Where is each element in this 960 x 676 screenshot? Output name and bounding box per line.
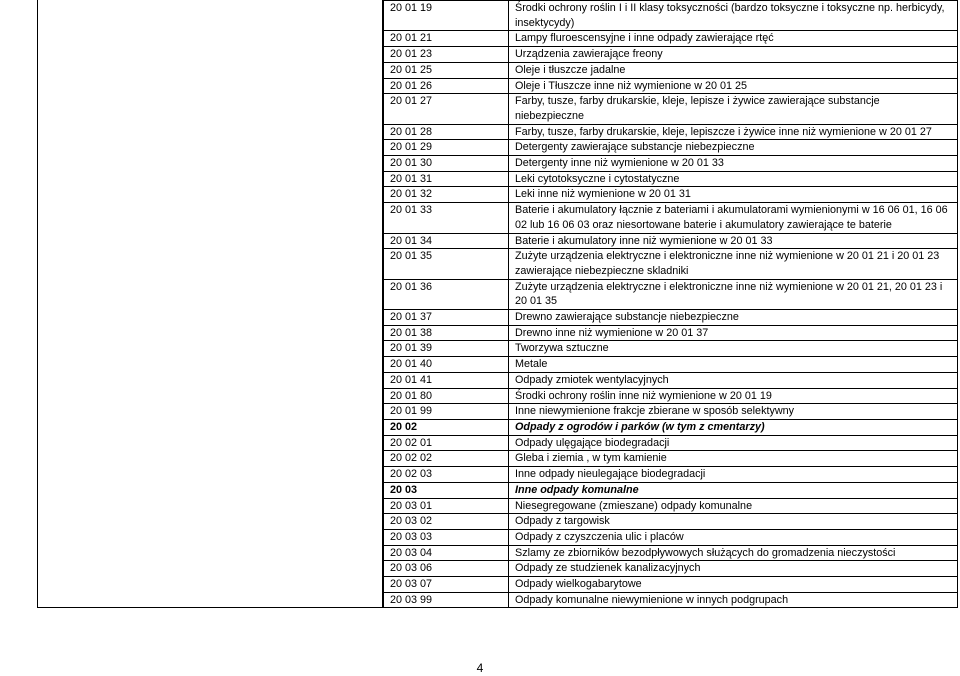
waste-code: 20 03 [384,482,509,498]
table-row [384,529,958,545]
table-row [384,545,958,561]
waste-description: Baterie i akumulatory łącznie z bateriami i akumulatorami wymienionymi w 16 06 01, 16 06 02 lub 16 06 03 oraz niesortowane baterie i akumulatory zawierające te baterie [509,203,958,233]
waste-code: 20 03 01 [384,498,509,514]
waste-code: 20 01 27 [384,94,509,124]
table-row [384,31,958,47]
table-row [384,140,958,156]
waste-code: 20 01 80 [384,388,509,404]
waste-code: 20 02 [384,419,509,435]
waste-description: Drewno zawierające substancje niebezpieczne [509,310,958,326]
waste-code: 20 01 35 [384,249,509,279]
waste-description: Środki ochrony roślin inne niż wymienione w 20 01 19 [509,388,958,404]
table-row [384,467,958,483]
table-row [384,388,958,404]
table-row [384,203,958,233]
table-row [384,325,958,341]
waste-code: 20 02 03 [384,467,509,483]
waste-description: Odpady ulęgające biodegradacji [509,435,958,451]
table-row [384,435,958,451]
waste-description: Inne odpady komunalne [509,482,958,498]
waste-description: Odpady ze studzienek kanalizacyjnych [509,561,958,577]
empty-left-column [37,0,383,608]
waste-description: Odpady komunalne niewymienione w innych podgrupach [509,592,958,608]
waste-description: Inne odpady nieulegające biodegradacji [509,467,958,483]
waste-code: 20 01 38 [384,325,509,341]
waste-description: Drewno inne niż wymienione w 20 01 37 [509,325,958,341]
table-row [384,249,958,279]
waste-description: Szlamy ze zbiorników bezodpływowych służących do gromadzenia nieczystości [509,545,958,561]
waste-description: Detergenty zawierające substancje niebezpieczne [509,140,958,156]
waste-code: 20 01 28 [384,124,509,140]
waste-code: 20 01 19 [384,1,509,31]
waste-description: Oleje i tłuszcze jadalne [509,62,958,78]
waste-code: 20 01 26 [384,78,509,94]
table-row [384,1,958,31]
waste-code: 20 01 33 [384,203,509,233]
table-row [384,514,958,530]
waste-description: Metale [509,357,958,373]
table-row [384,47,958,63]
waste-description: Leki inne niż wymienione w 20 01 31 [509,187,958,203]
waste-code: 20 01 40 [384,357,509,373]
waste-description: Odpady wielkogabarytowe [509,577,958,593]
waste-description: Urządzenia zawierające freony [509,47,958,63]
table-row [384,62,958,78]
waste-code: 20 02 01 [384,435,509,451]
waste-code: 20 01 21 [384,31,509,47]
waste-description: Farby, tusze, farby drukarskie, kleje, lepiszcze i żywice inne niż wymienione w 20 01 27 [509,124,958,140]
waste-code: 20 01 99 [384,404,509,420]
waste-description: Oleje i Tłuszcze inne niż wymienione w 20 01 25 [509,78,958,94]
table-row [384,156,958,172]
waste-code-table [383,0,958,608]
waste-description: Środki ochrony roślin I i II klasy toksyczności (bardzo toksyczne i toksyczne np. herbicydy, insektycydy) [509,1,958,31]
table-row [384,561,958,577]
waste-description: Lampy fluroescensyjne i inne odpady zawierające rtęć [509,31,958,47]
waste-code: 20 01 25 [384,62,509,78]
waste-code: 20 01 34 [384,233,509,249]
waste-description: Farby, tusze, farby drukarskie, kleje, lepisze i żywice zawierające substancje niebezpieczne [509,94,958,124]
table-row [384,171,958,187]
table-row [384,310,958,326]
waste-description: Zużyte urządzenia elektryczne i elektroniczne inne niż wymienione w 20 01 21, 20 01 23 i 20 01 35 [509,279,958,309]
waste-code: 20 01 39 [384,341,509,357]
waste-code: 20 03 03 [384,529,509,545]
waste-code: 20 01 37 [384,310,509,326]
waste-code: 20 03 02 [384,514,509,530]
waste-code: 20 01 36 [384,279,509,309]
waste-code-table-body [384,1,958,608]
waste-code: 20 01 31 [384,171,509,187]
table-group-row [384,419,958,435]
waste-description: Odpady z czyszczenia ulic i placów [509,529,958,545]
waste-code: 20 01 41 [384,372,509,388]
waste-description: Inne niewymienione frakcje zbierane w sposób selektywny [509,404,958,420]
waste-code: 20 01 30 [384,156,509,172]
waste-description: Gleba i ziemia , w tym kamienie [509,451,958,467]
table-row [384,372,958,388]
waste-description: Odpady z targowisk [509,514,958,530]
waste-description: Niesegregowane (zmieszane) odpady komunalne [509,498,958,514]
table-group-row [384,482,958,498]
waste-code: 20 01 32 [384,187,509,203]
waste-description: Odpady zmiotek wentylacyjnych [509,372,958,388]
table-row [384,357,958,373]
table-row [384,404,958,420]
table-row [384,78,958,94]
waste-description: Detergenty inne niż wymienione w 20 01 33 [509,156,958,172]
waste-description: Leki cytotoksyczne i cytostatyczne [509,171,958,187]
waste-description: Tworzywa sztuczne [509,341,958,357]
waste-code: 20 01 23 [384,47,509,63]
waste-code: 20 02 02 [384,451,509,467]
table-row [384,94,958,124]
table-row [384,577,958,593]
waste-description: Zużyte urządzenia elektryczne i elektroniczne inne niż wymienione w 20 01 21 i 20 01 23 zawierające niebezpieczne skladniki [509,249,958,279]
table-row [384,451,958,467]
waste-description: Odpady z ogrodów i parków (w tym z cmentarzy) [509,419,958,435]
page-number: 4 [476,661,484,675]
waste-code: 20 03 06 [384,561,509,577]
table-row [384,279,958,309]
waste-code: 20 03 07 [384,577,509,593]
table-row [384,124,958,140]
table-row [384,187,958,203]
table-row [384,498,958,514]
waste-code: 20 03 04 [384,545,509,561]
table-row [384,341,958,357]
waste-code: 20 01 29 [384,140,509,156]
table-row [384,592,958,608]
waste-description: Baterie i akumulatory inne niż wymienione w 20 01 33 [509,233,958,249]
waste-code: 20 03 99 [384,592,509,608]
table-row [384,233,958,249]
